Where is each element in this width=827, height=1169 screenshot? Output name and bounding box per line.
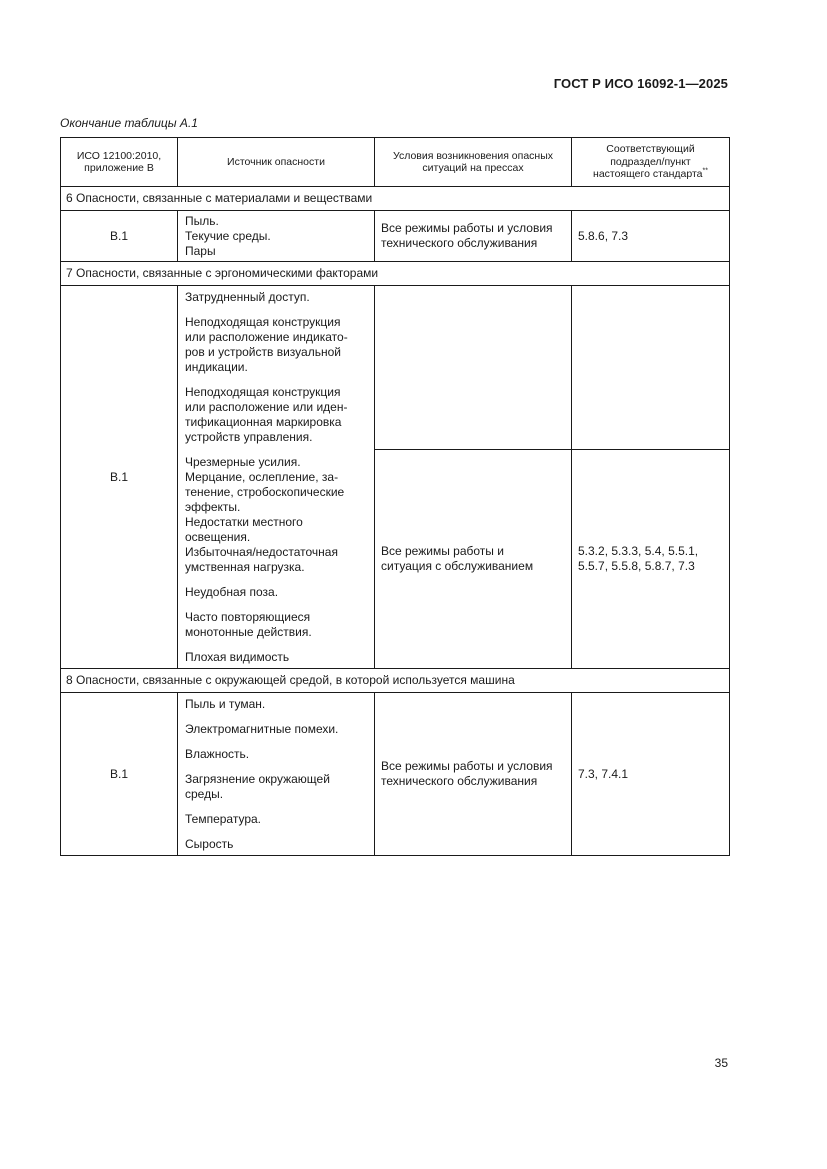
document-standard-number: ГОСТ Р ИСО 16092-1—2025 [553,76,728,91]
hazard-sources [178,693,375,856]
hazard-source-item: Сырость [185,837,234,851]
standard-clauses: 5.8.6, 7.3 [572,211,730,262]
standard-clauses: 5.3.2, 5.3.3, 5.4, 5.5.1, 5.5.7, 5.5.8, 5.8.7, 7.3 [572,450,730,669]
footnote-marker: ** [702,167,708,175]
table-caption: Окончание таблицы А.1 [60,116,198,130]
hazard-source-item: Неподходящая конструкция или расположение индикато- ров и устройств визуальной индикации. [185,315,348,374]
iso-code: B.1 [61,286,178,669]
header-iso-reference: ИСО 12100:2010, приложение B [61,138,178,187]
section-title-8: 8 Опасности, связанные с окружающей средой, в которой используется машина [61,669,730,693]
section-row [61,262,730,286]
hazard-source-item: Неподходящая конструкция или расположение или иден- тификационная маркировка устройств управления. [185,385,348,444]
page-number: 35 [714,1056,728,1070]
standard-clauses: 7.3, 7.4.1 [572,693,730,856]
hazard-source-item: Затрудненный доступ. [185,290,310,304]
empty-cell [375,286,572,450]
empty-cell [572,286,730,450]
hazard-conditions: Все режимы работы и условия технического обслуживания [375,693,572,856]
header-hazard-source: Источник опасности [178,138,375,187]
hazard-source-item: Часто повторяющиеся монотонные действия. [185,610,312,639]
hazard-source-item: Неудобная поза. [185,585,279,599]
iso-code: B.1 [61,693,178,856]
section-title-6: 6 Опасности, связанные с материалами и веществами [61,187,730,211]
section-row [61,669,730,693]
section-row [61,187,730,211]
table-row [61,211,730,262]
table-header-row [61,138,730,187]
hazard-source-item: Чрезмерные усилия. Мерцание, ослепление, за- тенение, стробоскопические эффекты. Недостатки местного освещения. Избыточная/недостаточная умственная нагрузка. [185,455,345,574]
hazard-source-item: Загрязнение окружающей среды. [185,772,330,801]
hazard-conditions: Все режимы работы и условия технического обслуживания [375,211,572,262]
hazards-table [60,137,730,856]
hazard-source-item: Плохая видимость [185,650,290,664]
iso-code: B.1 [61,211,178,262]
hazard-sources: Пыль. Текучие среды. Пары [178,211,375,262]
table-row [61,286,730,450]
hazard-source-item: Температура. [185,812,262,826]
hazard-sources [178,286,375,669]
hazard-source-item: Пыль и туман. [185,697,266,711]
hazard-source-item: Влажность. [185,747,250,761]
header-standard-clause: Соответствующий подраздел/пункт настоящего стандарта** [572,138,730,187]
table-row [61,693,730,856]
section-title-7: 7 Опасности, связанные с эргономическими факторами [61,262,730,286]
header-hazard-conditions: Условия возникновения опасных ситуаций на прессах [375,138,572,187]
hazard-conditions: Все режимы работы и ситуация с обслуживанием [375,450,572,669]
hazard-source-item: Электромагнитные помехи. [185,722,339,736]
